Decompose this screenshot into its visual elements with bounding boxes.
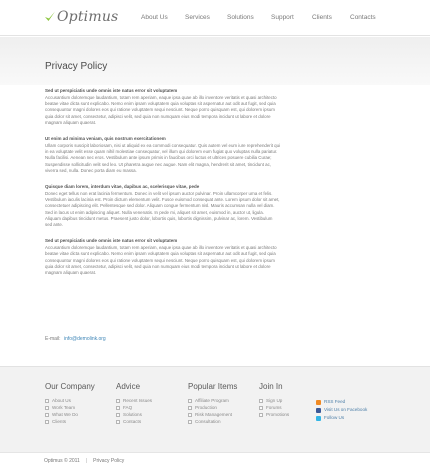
social-label: Visit Us on Facebook (324, 407, 368, 412)
footer-link-label: What We Do (52, 412, 78, 417)
twitter-link[interactable] (316, 414, 367, 422)
facebook-link[interactable] (316, 406, 367, 414)
nav-contacts[interactable]: Contacts (350, 14, 376, 21)
policy-section (45, 183, 280, 228)
section-body: Accusantium doloremque laudantium, totam rem aperiam, eaque ipsa quae ab illo inventore veritatis et quasi architecto beatae vitae dicta sunt explicabo. Nemo enim ipsam voluptatem quia voluptas sit aspernatur aut odit aut fugit, sed quia consequuntur magni dolores eos qui ratione voluptatem sequi nesciunt. Neque porro quisquam est, qui dolorem ipsum quia dolor sit amet, consectetur, adipisci velit, sed quia non numquam eius modi tempora incidunt ut labore et dolore magnam aliquam quaerat. (45, 95, 277, 125)
footer-link[interactable] (188, 404, 237, 411)
footer-link-label: Sign Up (266, 398, 283, 403)
footer-link[interactable] (188, 397, 237, 404)
twitter-icon (316, 416, 321, 421)
section-body: Donec eget tellus non erat lacinia fermentum. Donec in velit vel ipsum auctor pulvinar. Proin ullamcorper urna et felis. Vestibulum iaculis lacinia est. Proin dictum elementum velit. Fusce euismod consequat ante. Lorem ipsum dolor sit amet, consectetuer adipiscing elit. Pellentesque sed dolor. Aliquam congue fermentum nisl. Mauris accumsan nulla vel diam. Sed in lacus ut enim adipiscing aliquet. Nulla venenatis. In pede mi, aliquet sit amet, euismod in, auctor ut, ligula. Aliquam dapibus tincidunt metus. Praesent justo dolor, lobortis quis, lobortis dignissim, pulvinar ac, lorem. Vestibulum sed ante. (45, 191, 280, 228)
page-title: Privacy Policy (45, 61, 108, 72)
footer-link-label: Forums (266, 405, 282, 410)
bullet-icon (259, 413, 263, 417)
footer-link[interactable] (45, 397, 95, 404)
section-heading: Ut enim ad minima veniam, quis nostrum exercitationem (45, 136, 166, 142)
footer-link-label: Recent Issues (123, 398, 153, 403)
privacy-content (45, 87, 280, 285)
footer-col-title: Our Company (45, 382, 95, 391)
social-label: RSS Feed (324, 399, 346, 404)
privacy-policy-link[interactable]: Privacy Policy (93, 458, 125, 464)
bullet-icon (116, 406, 120, 410)
email-label: E-mail: (45, 336, 61, 342)
footer-link[interactable] (116, 404, 152, 411)
footer-col-company (45, 382, 95, 425)
footer-link-label: Contacts (123, 419, 142, 424)
section-body: Accusantium doloremque laudantium, totam rem aperiam, eaque ipsa quae ab illo inventore veritatis et quasi architecto beatae vitae dicta sunt explicabo. Nemo enim ipsam voluptatem quia voluptas sit aspernatur aut odit aut fugit, sed quia consequuntur magni dolores eos qui ratione voluptatem sequi nesciunt. Neque porro quisquam est, qui dolorem ipsum quia dolor sit amet, consectetur, adipisci velit, sed quia non numquam eius modi tempora incidunt ut labore et dolore magnam aliquam quaerat. (45, 245, 277, 276)
footer-link[interactable] (259, 411, 289, 418)
footer-link[interactable] (45, 411, 95, 418)
footer-link-label: Affiliate Program (195, 398, 229, 403)
bullet-icon (188, 399, 192, 403)
footer-link[interactable] (116, 418, 152, 425)
footer-social (316, 398, 367, 422)
site-header (0, 0, 430, 36)
bullet-icon (116, 399, 120, 403)
policy-section (45, 87, 280, 126)
copyright-text: Optimus © 2011 (44, 458, 80, 464)
email-line (45, 336, 106, 342)
bullet-icon (116, 413, 120, 417)
footer-link[interactable] (188, 418, 237, 425)
bullet-icon (116, 420, 120, 424)
footer-link-label: FAQ (123, 405, 133, 410)
section-heading: Sed ut perspiciatis unde omnis iste natus error sit voluptatem (45, 88, 178, 93)
footer-col-popular (188, 382, 237, 425)
bullet-icon (45, 399, 49, 403)
nav-support[interactable]: Support (271, 14, 294, 21)
footer-link-label: Work Team (52, 405, 76, 410)
section-heading: Quisque diam lorem, interdum vitae, dapibus ac, scelerisque vitae, pede (45, 184, 200, 190)
footer-link[interactable] (116, 411, 152, 418)
footer-link[interactable] (45, 404, 95, 411)
rss-icon (316, 400, 321, 405)
policy-section (45, 237, 280, 276)
facebook-icon (316, 408, 321, 413)
footer-link[interactable] (259, 397, 289, 404)
bullet-icon (188, 406, 192, 410)
site-footer (0, 366, 430, 452)
social-label: Follow Us (324, 415, 345, 420)
footer-link-label: Promotions (266, 412, 290, 417)
nav-about-us[interactable]: About Us (141, 14, 168, 21)
footer-col-title: Advice (116, 382, 141, 391)
policy-section (45, 135, 280, 174)
bullet-icon (45, 406, 49, 410)
footer-col-title: Join In (259, 382, 283, 391)
section-body: Ullam corporis suscipit laboriosam, nisi ut aliquid ex ea commodi consequatur. Quis autem vel eum iure reprehenderit qui in ea voluptate velit esse quam nihil molestiae consequatur, vel illum qui dolorem eum fugiat quo voluptas nulla pariatur. Nulla facilisi. Aenean nec eros. Vestibulum ante ipsum primis in faucibus orci luctus et ultrices posuere cubilia Curae; Suspendisse sollicitudin velit sed leo. Ut pharetra augue nec augue. Nam elit magna, hendrerit sit amet, tincidunt ac, viverra sed, nulla. Donec porta diam eu massa. (45, 143, 281, 173)
footer-link[interactable] (45, 418, 95, 425)
footer-link-label: Solutions (123, 412, 142, 417)
nav-clients[interactable]: Clients (312, 14, 332, 21)
rss-link[interactable] (316, 398, 367, 406)
bullet-icon (188, 413, 192, 417)
bullet-icon (259, 406, 263, 410)
footer-link-label: About Us (52, 398, 71, 403)
logo-text: Optimus (57, 9, 119, 25)
footer-link-label: Clients (52, 419, 67, 424)
nav-solutions[interactable]: Solutions (227, 14, 254, 21)
copyright (44, 458, 124, 464)
footer-link-label: Risk Management (195, 412, 233, 417)
bullet-icon (45, 413, 49, 417)
footer-col-title: Popular Items (188, 382, 238, 391)
nav-services[interactable]: Services (185, 14, 210, 21)
footer-col-advice (116, 382, 152, 425)
footer-link[interactable] (259, 404, 289, 411)
email-link[interactable]: info@demolink.org (63, 336, 106, 342)
footer-link-label: Consultation (195, 419, 221, 424)
main-nav (0, 14, 430, 24)
bullet-icon (45, 420, 49, 424)
bullet-icon (259, 399, 263, 403)
footer-link-label: Production (195, 405, 217, 410)
separator: | (85, 458, 88, 464)
footer-link[interactable] (188, 411, 237, 418)
footer-link[interactable] (116, 397, 152, 404)
bottom-bar (0, 452, 430, 469)
footer-col-join (259, 382, 289, 418)
section-heading: Sed ut perspiciatis unde omnis iste natus error sit voluptatem (45, 238, 178, 244)
bullet-icon (188, 420, 192, 424)
